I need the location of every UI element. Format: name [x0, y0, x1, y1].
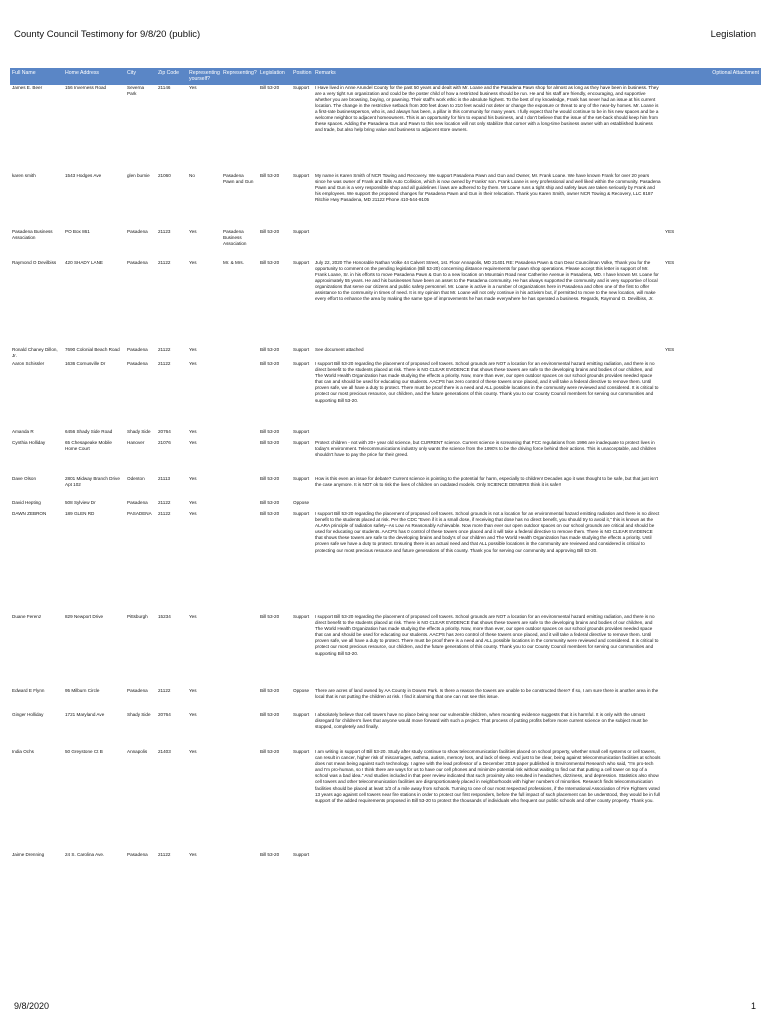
cell-full-name: Edward E Flynn [12, 688, 45, 693]
cell-full-name: Aaron Schissler [12, 361, 45, 366]
cell-zip: 21122 [158, 346, 171, 352]
col-header-remarks: Remarks [313, 68, 663, 85]
cell-representing-yourself: Yes [189, 259, 197, 265]
cell-city: Shady Side [127, 429, 151, 434]
cell-zip: 21113 [158, 476, 171, 481]
cell-representing [221, 347, 258, 361]
cell-representing [221, 500, 258, 511]
cell-zip: 21403 [158, 749, 171, 754]
cell-city: Pasadena [127, 259, 148, 265]
cell-city: Pittsburgh [127, 614, 148, 619]
cell-representing-yourself: Yes [189, 511, 197, 516]
cell-zip: 21122 [158, 361, 171, 366]
cell-full-name: karen smith [12, 172, 36, 178]
cell-representing [221, 712, 258, 749]
cell-legislation: Bill 53-20 [260, 259, 280, 265]
cell-remarks: I am writing in support of Bill 53-20. Study after study continue to show telecommunication facilities placed on school property, whether small cell systems or cell towers, can result in cancer, higher risk of miscarriages, asthma, autism, memory loss, and lack of sleep. And just to be clear, being against telecommunication facilities at schools does not mean being against such technology. I agree with the lead professor of a December 2019 paper published in Environmental Research who said, "I'm pro-tech and I'm pro-human, so I think there are ways for us to have our cell phones and minimize potential risk without waiting to find out that putting a cell tower on top of a school was a bad idea." And studies included in that peer review indicated that such proximity also resulted in headaches, dizziness, and depression. Statistics also show cell towers and other telecommunication facilities are disproportionately placed in neighborhoods with higher numbers of minorities. Research finds telecommunication facilities should be placed at least 1/3 of a mile away from schools. Turning to one of our most respected professions, if the International Association of Fire Fighters voted 13 years ago against cell towers near fire stations in order to protect our first responders, before the full impact of such placement can be understood, they would be in full support of the added requirements proposed in Bill 53-20 to protect the thousands of individuals who frequent our public schools and other county property. Thank you. [315, 749, 661, 803]
cell-city: Pasadena [127, 228, 148, 234]
table-row [10, 429, 761, 440]
table-row [10, 260, 761, 347]
cell-remarks: I absolutely believe that cell towers have no place being near our vulnerable children, when mounting evidence suggests that it is harmful. It is only with the utmost disregard for children's lives that anyone would move forward with such a project. That process of putting profits before more current science on the subject must be stopped, completely and finally. [315, 712, 648, 730]
cell-home-address: 50 Greystone Ct B [65, 749, 103, 754]
cell-legislation: Bill 53-20 [260, 172, 280, 178]
cell-position: Support [293, 511, 310, 516]
cell-city: Pasadena [127, 346, 148, 352]
table-row [10, 614, 761, 688]
cell-position: Support [293, 614, 310, 619]
cell-position: Support [293, 228, 310, 234]
cell-representing-yourself: Yes [189, 688, 197, 693]
cell-home-address: 2801 Midway Branch Drive Apt 102 [65, 476, 120, 488]
cell-city: Odenton [127, 476, 145, 481]
cell-zip: 21060 [158, 172, 171, 178]
cell-representing [221, 85, 258, 173]
cell-representing [221, 361, 258, 429]
cell-legislation: Bill 53-20 [260, 440, 280, 445]
cell-city: Pasadena [127, 361, 148, 366]
cell-full-name: Raymond O Devilbiss [12, 259, 57, 265]
cell-zip: 21122 [158, 688, 171, 693]
cell-position: Oppose [293, 688, 310, 693]
cell-full-name: India Ochs [12, 749, 34, 754]
cell-representing: Mr. & Mrs. [223, 259, 244, 265]
cell-legislation: Bill 53-20 [260, 749, 280, 754]
cell-position: Support [293, 440, 310, 445]
cell-legislation: Bill 53-20 [260, 84, 280, 90]
table-row [10, 361, 761, 429]
cell-remarks: My name is Karen Smith of NCR Towing and Recovery. We support Pasadena Pawn and Gun and Owner, Mr. Frank Loane. We have known Frank for over 20 years since he was owner of Frank and Bills Auto Collision, which is now owned by Franks' son. Frank Loane is very professional and well liked within the community. Pasadena Pawn and Gun is a very responsible shop and all guidelines / laws are adhered to by them. Mr Loane runs a tight ship and safety laws are taken seriously by Frank and his employees. We support the proposed changes for Pasadena Pawn and Gun in their relocation. Thank you Karen Smith, owner NCR Towing & Recovery, LLC 8187 Ritchie Hwy Pasadena, MD 21122 Phone 410-544-9105 [315, 172, 661, 203]
cell-home-address: 1721 Maryland Ave [65, 712, 105, 717]
cell-home-address: 24 S. Carolina Ave. [65, 852, 105, 857]
cell-remarks [313, 229, 663, 260]
cell-attachment: YES [665, 346, 675, 352]
cell-position: Oppose [293, 500, 310, 505]
cell-legislation: Bill 53-20 [260, 500, 280, 505]
cell-remarks: Protect children - not with 20+ year old science, but CURRENT science. Current science is screaming that FCC regulations from 1996 are inadequate to protect lives in today's environment. Telecommunications industry only wants the science from the 1990's to be the driving force behind their actions. This is unacceptable, and children shouldn't have to pay the price for their greed. [315, 440, 657, 458]
cell-representing [221, 614, 258, 688]
cell-full-name: Jaime Drenning [12, 852, 45, 857]
cell-attachment: YES [665, 259, 675, 265]
cell-remarks: There are acres of land owned by AA County in Downs Park. Is there a reason the towers are unable to be constructed there? If so, I am sure there is another area in the local that is not putting the children at risk. I find it alarming that one can not see this issue. [315, 688, 659, 700]
cell-home-address: 420 SHADY LANE [65, 259, 103, 265]
cell-full-name: DAWN ZEBRON [12, 511, 47, 516]
cell-representing-yourself: Yes [189, 346, 197, 352]
cell-city: glen burnie [127, 172, 150, 178]
cell-city: Hanover [127, 440, 145, 445]
cell-remarks: See document attached [315, 346, 364, 352]
cell-city: Pasadena [127, 500, 148, 505]
cell-representing-yourself: Yes [189, 852, 197, 857]
table-row [10, 347, 761, 361]
cell-attachment [663, 614, 761, 688]
cell-legislation: Bill 53-20 [260, 361, 280, 366]
cell-remarks: I support Bill 53-20 regarding the placement of proposed cell towers. School grounds is not a location for an environmental hazard emitting radiation and there is no direct benefit to the students placed at risk. Per the CDC "Even if it is a small dose, if receiving that dose has no direct benefit, you should try to avoid it," this is known as the ALARA principle of radiation safety--As Low As Reasonably Achievable. Now more than ever our open outdoor spaces on our school grounds are critical and should be used for educating our students. AACPS has 0 control of these towers once placed and it will take a federal directive to remove them. There is NO CLEAR EVIDENCE that shows these towers are safe to the developing brains and body's of our children and The World Health Organization has made studying the effects a priority. Until proven safe we have a duty to protect. Ensuring there is an actual need and that ALL possible locations in the community are reviewed and considered is critical to protecting our most precious resource and future generations of this county. Thank you for serving our community and approving Bill 53-20. [315, 511, 660, 553]
cell-full-name: Duane Ferenz [12, 614, 42, 619]
cell-attachment [663, 429, 761, 440]
cell-home-address: PO Box 861 [65, 228, 90, 234]
cell-representing [221, 429, 258, 440]
cell-remarks: How is this even an issue for debate? Current science is pointing to the potential for harm, especially to children! Decades ago it was thought to be safe, but that just isn't the case anymore. It is NOT ok to risk the lives of children on outdated models. Only SCIENCE DENIERS think it is safe!! [315, 476, 659, 488]
footer-page-number: 1 [750, 1001, 756, 1011]
cell-legislation: Bill 53-20 [260, 712, 280, 717]
cell-zip: 21122 [158, 259, 171, 265]
cell-attachment [663, 173, 761, 229]
cell-city: Pasadena [127, 688, 148, 693]
document-section-label: Legislation [710, 29, 756, 40]
cell-representing-yourself: Yes [189, 228, 197, 234]
cell-attachment [663, 440, 761, 476]
cell-home-address: 1543 Hodges Ave [65, 172, 102, 178]
cell-zip: 21146 [158, 84, 171, 90]
cell-representing: Pasadena Business Association [223, 228, 247, 246]
cell-city: Annapolis [127, 749, 148, 754]
cell-full-name: Ronald Chaney Dillon, Jr. [12, 346, 58, 358]
cell-representing-yourself: Yes [189, 440, 197, 445]
cell-full-name: Pasadena Business Association [12, 228, 53, 240]
cell-remarks [313, 429, 663, 440]
cell-home-address: 1636 Cornusville Dr [65, 361, 106, 366]
cell-legislation: Bill 53-20 [260, 346, 280, 352]
cell-representing [221, 749, 258, 852]
cell-remarks: I support Bill 53-20 regarding the placement of proposed cell towers. School grounds are NOT a location for an environmental hazard emitting radiation, and there is no direct benefit to the students placed at risk. There is NO CLEAR EVIDENCE that shows these towers are safe to the developing brains and bodies of our children, and The World Health Organization has made studying the effects a priority. Now, more than ever, our open outdoor spaces on our school grounds provides needed space that can and should be used for educating our students. AACPS has zero control of these towers once placed, and it will take a federal directive to remove them. Until proven safe, we all have a duty to protect. There must be proof there is a need and ALL possible locations in the community were reviewed and considered. It is critical to protect our most precious resource, our children, and the future generations of this county. Thank you to our County Council members for serving our communities and supporting Bill 53-20. [315, 614, 659, 656]
cell-remarks [313, 852, 663, 868]
cell-position: Support [293, 346, 310, 352]
table-row [10, 85, 761, 173]
table-row [10, 500, 761, 511]
cell-legislation: Bill 53-20 [260, 511, 280, 516]
cell-representing [221, 511, 258, 614]
cell-legislation: Bill 53-20 [260, 476, 280, 481]
table-row [10, 229, 761, 260]
col-header-optional-attachment: Optional Attachment [663, 68, 761, 85]
cell-full-name: Cynthia Holliday [12, 440, 46, 445]
col-header-representing: Representing? [221, 68, 258, 85]
col-header-full-name: Full Name [10, 68, 63, 85]
cell-remarks [313, 500, 663, 511]
cell-zip: 15234 [158, 614, 171, 619]
cell-zip: 21122 [158, 511, 171, 516]
cell-zip: 21122 [158, 852, 171, 857]
cell-remarks: July 22, 2020 The Honorable Nathan Volke 44 Calvert Street, 1st. Floor Annapolis, MD 21401 RE: Pasadena Pawn & Gun Dear Councilman Volke, Thank you for the opportunity to comment on the pending legislation (Bill 53-20) concerning distance requirements for pawn shop operations. Please accept this letter in support of Mr. Frank Loane, Sr. in his efforts to move Pasadena Pawn & Gun to a new location on Mountain Road near Catherine Avenue in Pasadena, MD. I have known Mr. Loane for approximately 55 years. He and his businesses have been an asset to the Pasadena community. He has always supported the community and is very supportive of local organizations that serve our citizens and public safety personnel. Mr. Loane is active in a number of organizations here in Pasadena and often one of the first to offer assistance to the community in times of need. It is my opinion that Mr. Loane will not only continue in his activism but, if permitted to move to the new location, will make every effort to enhance the area by making the same type of improvements he has made everywhere he has operated a business. Regards, Raymond O. Devilbiss, Jr. [315, 259, 659, 302]
cell-position: Support [293, 712, 310, 717]
cell-representing-yourself: Yes [189, 614, 197, 619]
col-header-legislation: Legislation [258, 68, 291, 85]
cell-representing-yourself: Yes [189, 476, 197, 481]
cell-representing-yourself: Yes [189, 749, 197, 754]
cell-attachment [663, 500, 761, 511]
cell-remarks: I support Bill 53-20 regarding the placement of proposed cell towers. School grounds are NOT a location for an environmental hazard emitting radiation, and there is no direct benefit to the students placed at risk. There is NO CLEAR EVIDENCE that shows these towers are safe to the developing brains and bodies of our children, and The World Health Organization has made studying the effects a priority. Now, more than ever, our open outdoor spaces on our school grounds provides needed space that can and should be used for educating our students. AACPS has zero control of these towers once placed, and it will take a federal directive to remove them. Until proven safe, we all have a duty to protect. There must be proof there is a need and ALL possible locations in the community were reviewed and considered. It is critical to protect our most precious resource, our children, and the future generations of this county. Thank you to our County Council members for serving our communities and supporting Bill 53-20. [315, 361, 659, 403]
cell-attachment [663, 361, 761, 429]
cell-representing [221, 440, 258, 476]
cell-position: Support [293, 259, 310, 265]
cell-position: Support [293, 361, 310, 366]
cell-attachment [663, 688, 761, 712]
cell-position: Support [293, 852, 310, 857]
cell-position: Support [293, 429, 310, 434]
cell-home-address: 508 Sylview Dr [65, 500, 96, 505]
cell-attachment [663, 85, 761, 173]
testimony-table [10, 68, 761, 868]
cell-home-address: 65 Chesapeake Mobile Home Court [65, 440, 112, 452]
table-row [10, 173, 761, 229]
cell-full-name: Amanda R [12, 429, 34, 434]
cell-attachment [663, 749, 761, 852]
document-title: County Council Testimony for 9/8/20 (public) [14, 29, 201, 40]
cell-full-name: Dave Olson [12, 476, 37, 481]
cell-position: Support [293, 749, 310, 754]
cell-representing-yourself: Yes [189, 500, 197, 505]
cell-legislation: Bill 53-20 [260, 852, 280, 857]
cell-representing-yourself: Yes [189, 361, 197, 366]
cell-city: Pasadena [127, 852, 148, 857]
cell-legislation: Bill 53-20 [260, 228, 280, 234]
cell-home-address: 829 Newport Drive [65, 614, 104, 619]
table-header-row [10, 68, 761, 85]
cell-position: Support [293, 84, 310, 90]
cell-city: Shady Side [127, 712, 151, 717]
cell-representing: Pasadena Pawn and Gun [223, 172, 254, 184]
cell-city: Severna Park [127, 84, 145, 96]
cell-full-name: James E. Beer [12, 84, 43, 90]
cell-zip: 20764 [158, 429, 171, 434]
cell-attachment [663, 852, 761, 868]
cell-home-address: 95 Milburn Circle [65, 688, 100, 693]
cell-legislation: Bill 53-20 [260, 429, 280, 434]
table-row [10, 712, 761, 749]
cell-zip: 20764 [158, 712, 171, 717]
cell-full-name: David Hepting [12, 500, 41, 505]
cell-zip: 21122 [158, 500, 171, 505]
cell-representing-yourself: No [189, 172, 195, 178]
cell-representing [221, 688, 258, 712]
cell-home-address: 6456 Shady Side Road [65, 429, 113, 434]
cell-representing-yourself: Yes [189, 712, 197, 717]
cell-legislation: Bill 53-20 [260, 688, 280, 693]
cell-home-address: 156 Inverness Road [65, 84, 107, 90]
col-header-representing-yourself: Representing yourself? [187, 68, 221, 85]
footer-date: 9/8/2020 [14, 1001, 50, 1011]
table-row [10, 511, 761, 614]
cell-attachment [663, 712, 761, 749]
cell-representing [221, 476, 258, 500]
cell-home-address: 189 GLEN RD [65, 511, 95, 516]
col-header-position: Position [291, 68, 313, 85]
cell-legislation: Bill 53-20 [260, 614, 280, 619]
table-row [10, 476, 761, 500]
cell-full-name: Ginger Holliday [12, 712, 44, 717]
cell-city: PASADENA [127, 511, 152, 516]
table-row [10, 440, 761, 476]
cell-home-address: 7690 Colonial Beach Road [65, 346, 120, 352]
col-header-city: City [125, 68, 156, 85]
cell-attachment [663, 511, 761, 614]
cell-position: Support [293, 476, 310, 481]
cell-representing-yourself: Yes [189, 429, 197, 434]
cell-representing [221, 852, 258, 868]
cell-zip: 21076 [158, 440, 171, 445]
cell-attachment [663, 476, 761, 500]
col-header-zip: Zip Code [156, 68, 187, 85]
cell-remarks: I Have lived in Anne Arundel County for the past 50 years and dealt with Mr. Loane and the Pasadena Pawn shop for almost as long as they have been in business. They are a very tight run organization and could be the poster child of how a restricted business should be run. He and his staff are friendly, encouraging, and supportive whether you are browsing, buying, or pawning. Their staff's work ethic is the absolute highest. To the best of my knowledge, Frank has never had an issue at his current location. The change in the restrictive setback from 300 feet down to 210 feet would not deter or change the exposure or threat to any of the near-by homes. Mr. Loane is a first-rate businessperson, who is, and always has been, a pillar in this community for many years. I fully expect that he would continue to be in his new spaces and be a welcome neighbor to adjacent homeowners. This is an opportunity for him to expand his business, and I don't believe that the issue of the set-back should keep him from these spaces. Adding the Pasadena Gun and Pawn to this new location will not only stabilize that corner with a long-time business owner with an established business and trade, but also help bring value and business to adjacent store owners. [315, 84, 659, 133]
table-row [10, 688, 761, 712]
table-row [10, 852, 761, 868]
cell-representing-yourself: Yes [189, 84, 197, 90]
col-header-home-address: Home Address [63, 68, 125, 85]
cell-position: Support [293, 172, 310, 178]
table-row [10, 749, 761, 852]
cell-zip: 21123 [158, 228, 171, 234]
cell-attachment: YES [665, 228, 675, 234]
